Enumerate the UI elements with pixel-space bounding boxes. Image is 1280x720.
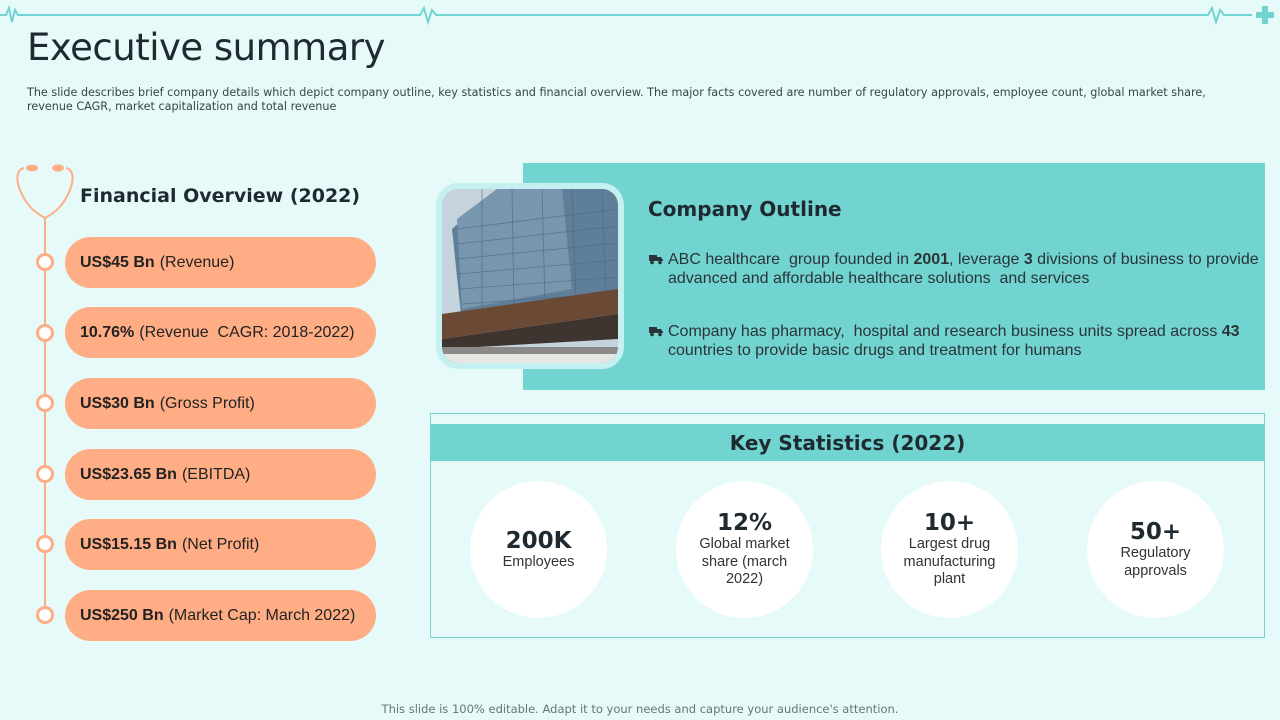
timeline-dot (36, 324, 54, 342)
timeline-dot (36, 465, 54, 483)
financial-label: (Net Profit) (181, 535, 260, 553)
truck-icon (649, 253, 664, 265)
stat-label: Largest drug manufacturing plant (903, 536, 996, 588)
financial-overview-title: Financial Overview (2022) (80, 185, 361, 207)
stat-circle-approvals (1087, 481, 1224, 618)
timeline-dot (36, 394, 54, 412)
stat-value: 12% (716, 510, 773, 537)
key-statistics-title: Key Statistics (2022) (431, 424, 1264, 461)
financial-value: US$15.15 Bn (80, 535, 177, 553)
stat-circle-plant (881, 481, 1018, 618)
financial-label: (Revenue CAGR: 2018-2022) (139, 323, 355, 341)
financial-label: (Market Cap: March 2022) (168, 606, 356, 624)
financial-value: US$30 Bn (80, 394, 155, 412)
building-photo-frame (436, 183, 624, 369)
financial-item-cagr (65, 307, 376, 358)
financial-label: (EBITDA) (181, 465, 251, 483)
stat-value: 10+ (923, 510, 976, 537)
stat-value: 50+ (1129, 519, 1182, 545)
timeline-dot (36, 253, 54, 271)
company-outline-title: Company Outline (648, 197, 842, 221)
stat-label: Employees (502, 553, 575, 570)
financial-item-ebitda (65, 449, 376, 500)
building-photo (442, 189, 618, 363)
financial-item-gross-profit (65, 378, 376, 429)
outline-bullet: ABC healthcare group founded in 2001, leverage 3 divisions of business to provide advanced and affordable healthcare solutions and services (649, 250, 1259, 288)
outline-bullet: Company has pharmacy, hospital and research business units spread across 43 countries to provide basic drugs and treatment for humans (649, 322, 1259, 360)
stat-label: Regulatory approvals (1120, 545, 1191, 579)
stat-label: Global market share (march 2022) (699, 536, 790, 588)
stat-circle-employees (470, 481, 607, 618)
page-title: Executive summary (27, 26, 385, 69)
stat-circle-market-share (676, 481, 813, 618)
timeline-dot (36, 606, 54, 624)
financial-value: US$250 Bn (80, 606, 164, 624)
financial-label: (Gross Profit) (159, 394, 255, 412)
footer-note: This slide is 100% editable. Adapt it to your needs and capture your audience's attention. (381, 702, 899, 716)
stat-value: 200K (505, 527, 572, 554)
financial-item-market-cap (65, 590, 376, 641)
timeline-dot (36, 535, 54, 553)
financial-item-revenue (65, 237, 376, 288)
financial-item-net-profit (65, 519, 376, 570)
financial-value: 10.76% (80, 323, 135, 341)
financial-label: (Revenue) (159, 253, 235, 271)
financial-value: US$45 Bn (80, 253, 155, 271)
page-description: The slide describes brief company details which depict company outline, key statistics and financial overview. The major facts covered are number of regulatory approvals, employee count, global market share, revenue CAGR, market capitalization and total revenue (27, 86, 1206, 113)
truck-icon (649, 325, 664, 337)
financial-value: US$23.65 Bn (80, 465, 177, 483)
